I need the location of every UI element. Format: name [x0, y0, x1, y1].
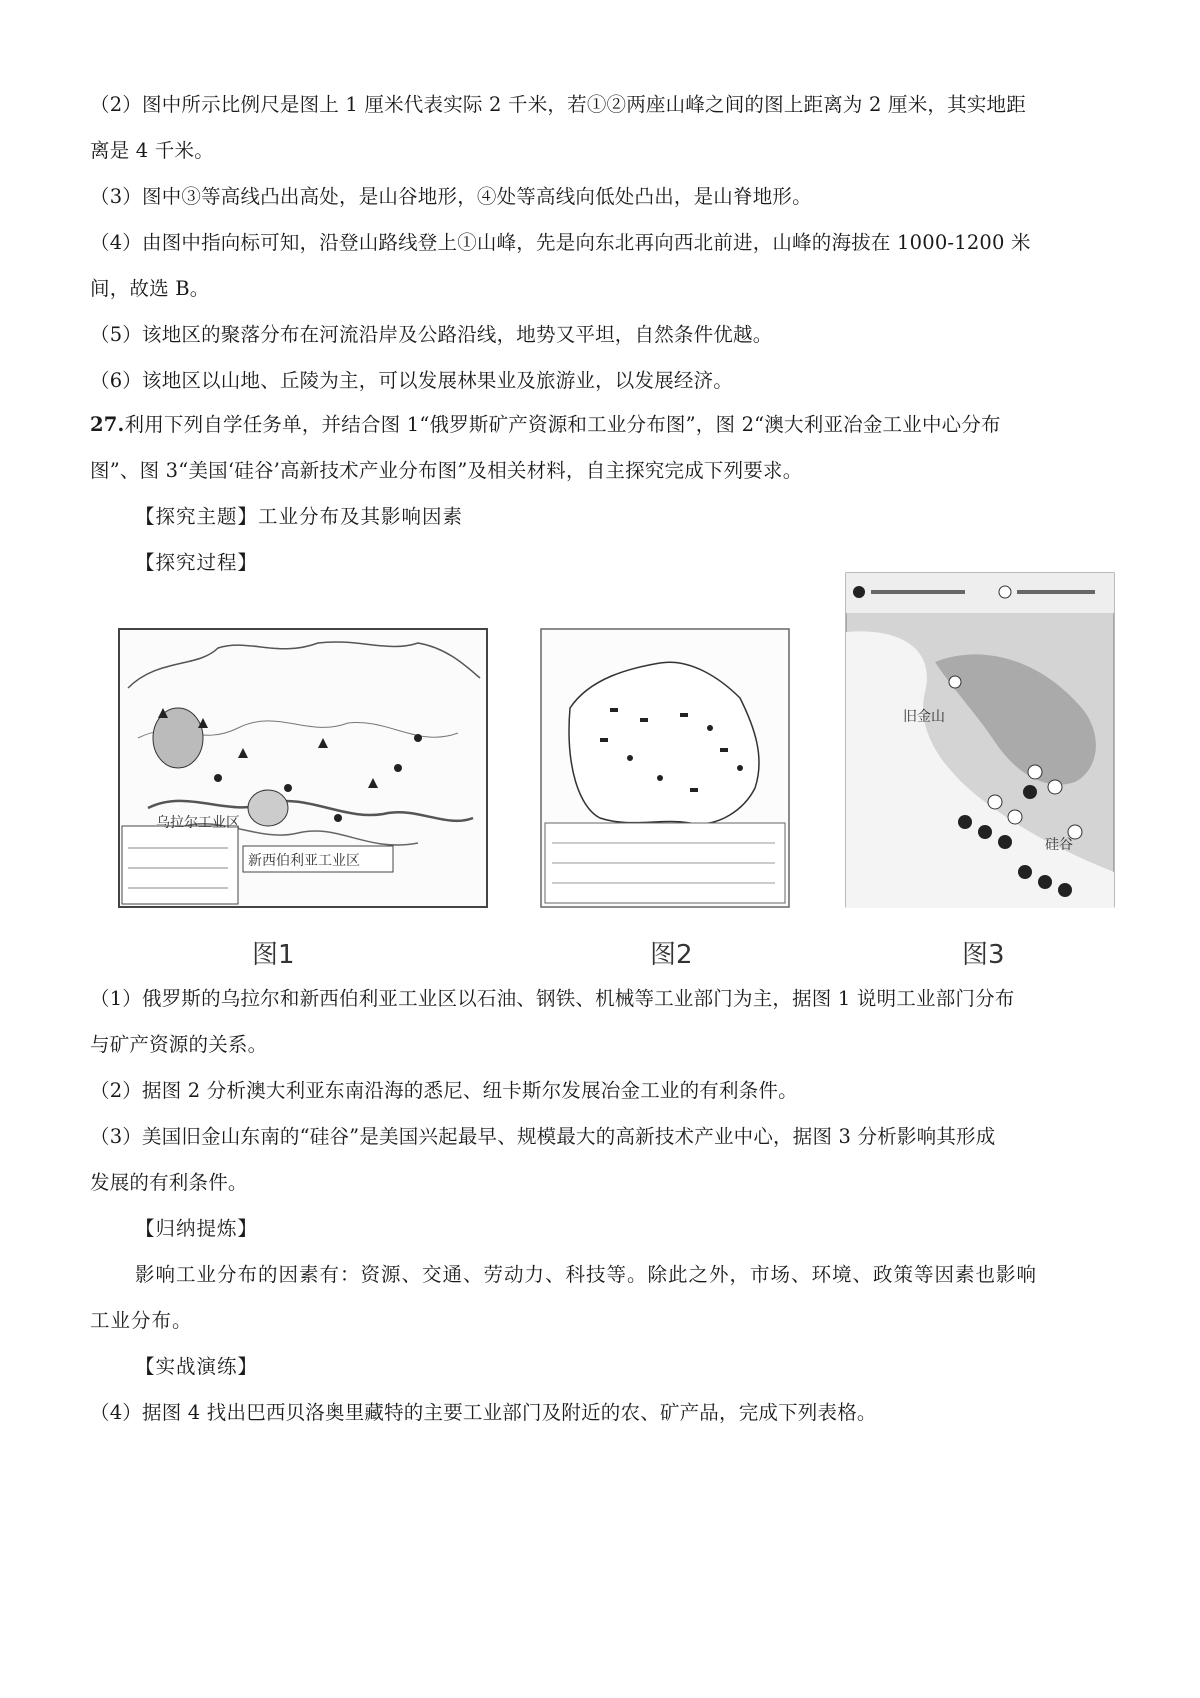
- summary-text-line-1: 影响工业分布的因素有：资源、交通、劳动力、科技等。除此之外，市场、环境、政策等因素也影响: [135, 1263, 1038, 1286]
- research-process: 【探究过程】: [135, 551, 259, 574]
- label-silicon-valley: 硅谷: [1045, 837, 1073, 853]
- label-ural-industrial-region: 乌拉尔工业区: [156, 815, 240, 831]
- question-27-text: 利用下列自学任务单，并结合图 1“俄罗斯矿产资源和工业分布图”，图 2“澳大利亚冶金工业中心分布: [124, 413, 1001, 436]
- figure-3-silicon-valley-map: [845, 572, 1115, 908]
- figure-2-australia-map: [540, 628, 790, 908]
- summary-text-line-2: 工业分布。: [90, 1309, 193, 1332]
- label-san-francisco: 旧金山: [903, 709, 945, 725]
- figure-2-caption: 图2: [650, 940, 693, 970]
- answer-5: （5）该地区的聚落分布在河流沿岸及公路沿线，地势又平坦，自然条件优越。: [90, 323, 773, 346]
- figure-1-caption: 图1: [252, 940, 295, 970]
- question-27-number: 27.: [90, 413, 125, 436]
- figure-1-russia-map: [118, 628, 488, 908]
- question-4: （4）据图 4 找出巴西贝洛奥里藏特的主要工业部门及附近的农、矿产品，完成下列表格。: [90, 1401, 877, 1424]
- research-theme: 【探究主题】工业分布及其影响因素: [135, 505, 464, 528]
- figure-3-caption: 图3: [962, 940, 1005, 970]
- answer-2-line-1: （2）图中所示比例尺是图上 1 厘米代表实际 2 千米，若①②两座山峰之间的图上距离为 2 厘米，其实地距: [90, 93, 1026, 116]
- question-3-line-2: 发展的有利条件。: [90, 1171, 248, 1194]
- label-siberia-industrial-region: 新西伯利亚工业区: [248, 853, 360, 869]
- answer-4-line-2: 间，故选 B。: [90, 277, 210, 300]
- question-1-line-2: 与矿产资源的关系。: [90, 1033, 268, 1056]
- answer-4-line-1: （4）由图中指向标可知，沿登山路线登上①山峰，先是向东北再向西北前进，山峰的海拔在 1000-1200 米: [90, 231, 1031, 254]
- answer-6: （6）该地区以山地、丘陵为主，可以发展林果业及旅游业，以发展经济。: [90, 369, 734, 392]
- question-27-line-2: 图”、图 3“美国‘硅谷’高新技术产业分布图”及相关材料，自主探究完成下列要求。: [90, 459, 803, 482]
- answer-2-line-2: 离是 4 千米。: [90, 139, 214, 162]
- question-3-line-1: （3）美国旧金山东南的“硅谷”是美国兴起最早、规模最大的高新技术产业中心，据图 3 分析影响其形成: [90, 1125, 996, 1148]
- question-1-line-1: （1）俄罗斯的乌拉尔和新西伯利亚工业区以石油、钢铁、机械等工业部门为主，据图 1 说明工业部门分布: [90, 987, 1015, 1010]
- summary-heading: 【归纳提炼】: [135, 1217, 259, 1240]
- practice-heading: 【实战演练】: [135, 1355, 259, 1378]
- answer-3: （3）图中③等高线凸出高处，是山谷地形，④处等高线向低处凸出，是山脊地形。: [90, 185, 812, 208]
- question-27-line-1: [90, 410, 1120, 440]
- question-2: （2）据图 2 分析澳大利亚东南沿海的悉尼、纽卡斯尔发展冶金工业的有利条件。: [90, 1079, 798, 1102]
